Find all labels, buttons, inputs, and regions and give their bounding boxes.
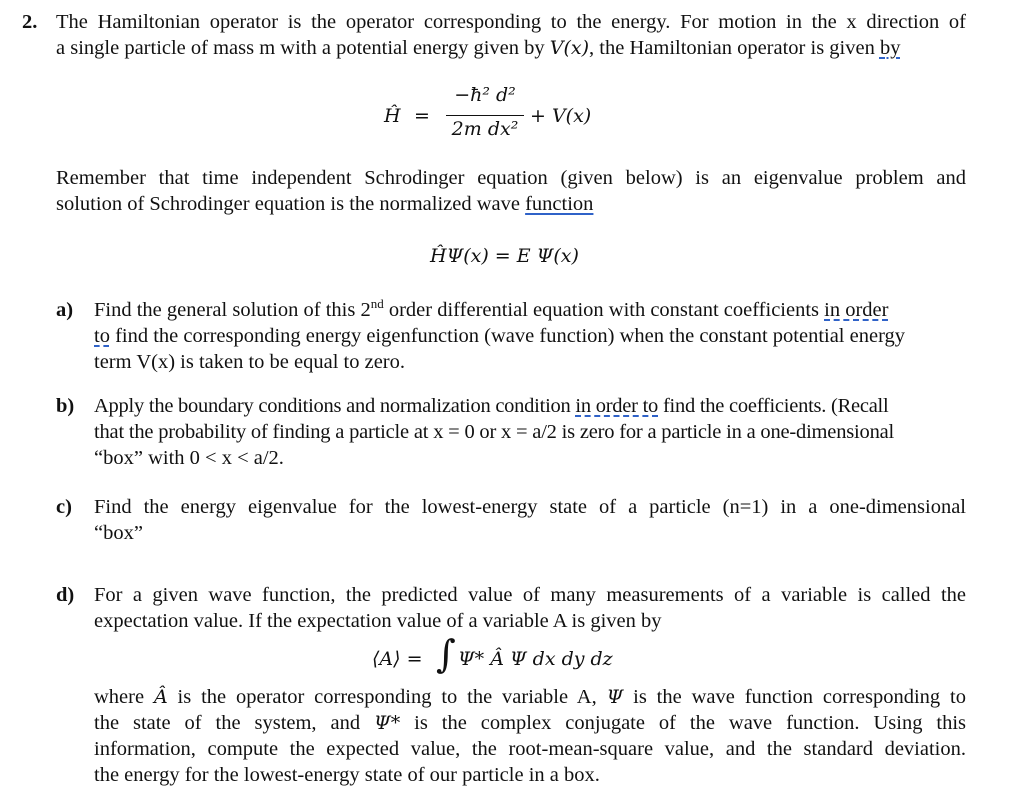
part-a-label: a) (56, 299, 74, 321)
part-d-text-2: the state of the system, and (94, 712, 375, 734)
intro-line-1: The Hamiltonian operator is the operator corresponding to the energy. For motion in the x direction of (56, 11, 966, 33)
remember-function: function (525, 193, 594, 215)
part-d-line-6: the energy for the lowest-energy state of our particle in a box. (94, 764, 600, 786)
remember-line-2 (56, 191, 593, 217)
part-a-in-order: in order (824, 299, 889, 321)
part-d-label: d) (56, 584, 75, 606)
part-d-line-3 (94, 684, 966, 710)
potential-function: V(x) (549, 37, 590, 59)
schrodinger-equation: ĤΨ(x) = E Ψ(x) (430, 245, 579, 267)
part-d-line-1: For a given wave function, the predicted value of many measurements of a variable is called the (94, 584, 966, 606)
part-b-text: Apply the boundary conditions and normalization condition (94, 395, 576, 417)
part-a-line-2 (94, 323, 905, 349)
part-a-line-1 (94, 297, 888, 325)
hamiltonian-numerator: −ħ² d² (454, 84, 516, 106)
fraction-bar (446, 115, 524, 116)
part-d-text-rest: is the wave function corresponding to (623, 686, 966, 708)
part-b-line-2: that the probability of finding a particle at x = 0 or x = a/2 is zero for a particle in a one-dimensional (94, 421, 895, 443)
intro-text: a single particle of mass m with a potential energy given by (56, 37, 550, 59)
psi-symbol: Ψ (606, 686, 624, 708)
part-d-line-5: information, compute the expected value, the root-mean-square value, and the standard deviation. (94, 738, 966, 760)
part-b-label: b) (56, 395, 75, 417)
expectation-rhs: Ψ* Â Ψ dx dy dz (458, 648, 613, 670)
part-d-line-4 (94, 710, 966, 736)
remember-line-1: Remember that time independent Schrodinger equation (given below) is an eigenvalue problem and (56, 167, 966, 189)
part-b-text-rest: find the coefficients. (Recall (658, 395, 889, 417)
problem-number: 2. (22, 11, 38, 33)
expectation-lhs: ⟨A⟩ = (372, 648, 423, 670)
intro-by: by (879, 37, 901, 59)
part-c-line-2: “box” (94, 522, 143, 544)
hamiltonian-potential: + V(x) (530, 105, 592, 127)
part-b-in-order-to: in order to (575, 395, 659, 417)
part-b-line-1 (94, 393, 888, 419)
hamiltonian-lhs: Ĥ (384, 105, 401, 127)
intro-line-2 (56, 35, 900, 61)
part-d-text: where (94, 686, 154, 708)
part-c-label: c) (56, 496, 72, 518)
ordinal-superscript: nd (370, 296, 384, 311)
part-b-line-3: “box” with 0 < x < a/2. (94, 447, 284, 469)
part-a-line-3: term V(x) is taken to be equal to zero. (94, 351, 406, 373)
part-d-line-2: expectation value. If the expectation value of a variable A is given by (94, 610, 662, 632)
part-a-to: to (94, 325, 110, 347)
part-c-line-1: Find the energy eigenvalue for the lowest-energy state of a particle (n=1) in a one-dimensional (94, 496, 966, 518)
remember-text: solution of Schrodinger equation is the normalized wave (56, 193, 526, 215)
operator-a-hat: Â (153, 686, 168, 708)
psi-star-symbol: Ψ* (374, 712, 401, 734)
part-a-text-mid: order differential equation with constant coefficients (383, 299, 825, 321)
hamiltonian-denominator: 2m dx² (451, 118, 519, 140)
part-d-text-mid: is the operator corresponding to the variable A, (167, 686, 607, 708)
part-a-text: Find the general solution of this 2 (94, 299, 371, 321)
hamiltonian-equals: = (414, 105, 430, 127)
integral-sign: ∫ (436, 632, 456, 676)
intro-text-mid: , the Hamiltonian operator is given (589, 37, 880, 59)
part-a-text-rest: find the corresponding energy eigenfunction (wave function) when the constant potential energy (109, 325, 906, 347)
part-d-text-2-rest: is the complex conjugate of the wave function. Using this (400, 712, 967, 734)
